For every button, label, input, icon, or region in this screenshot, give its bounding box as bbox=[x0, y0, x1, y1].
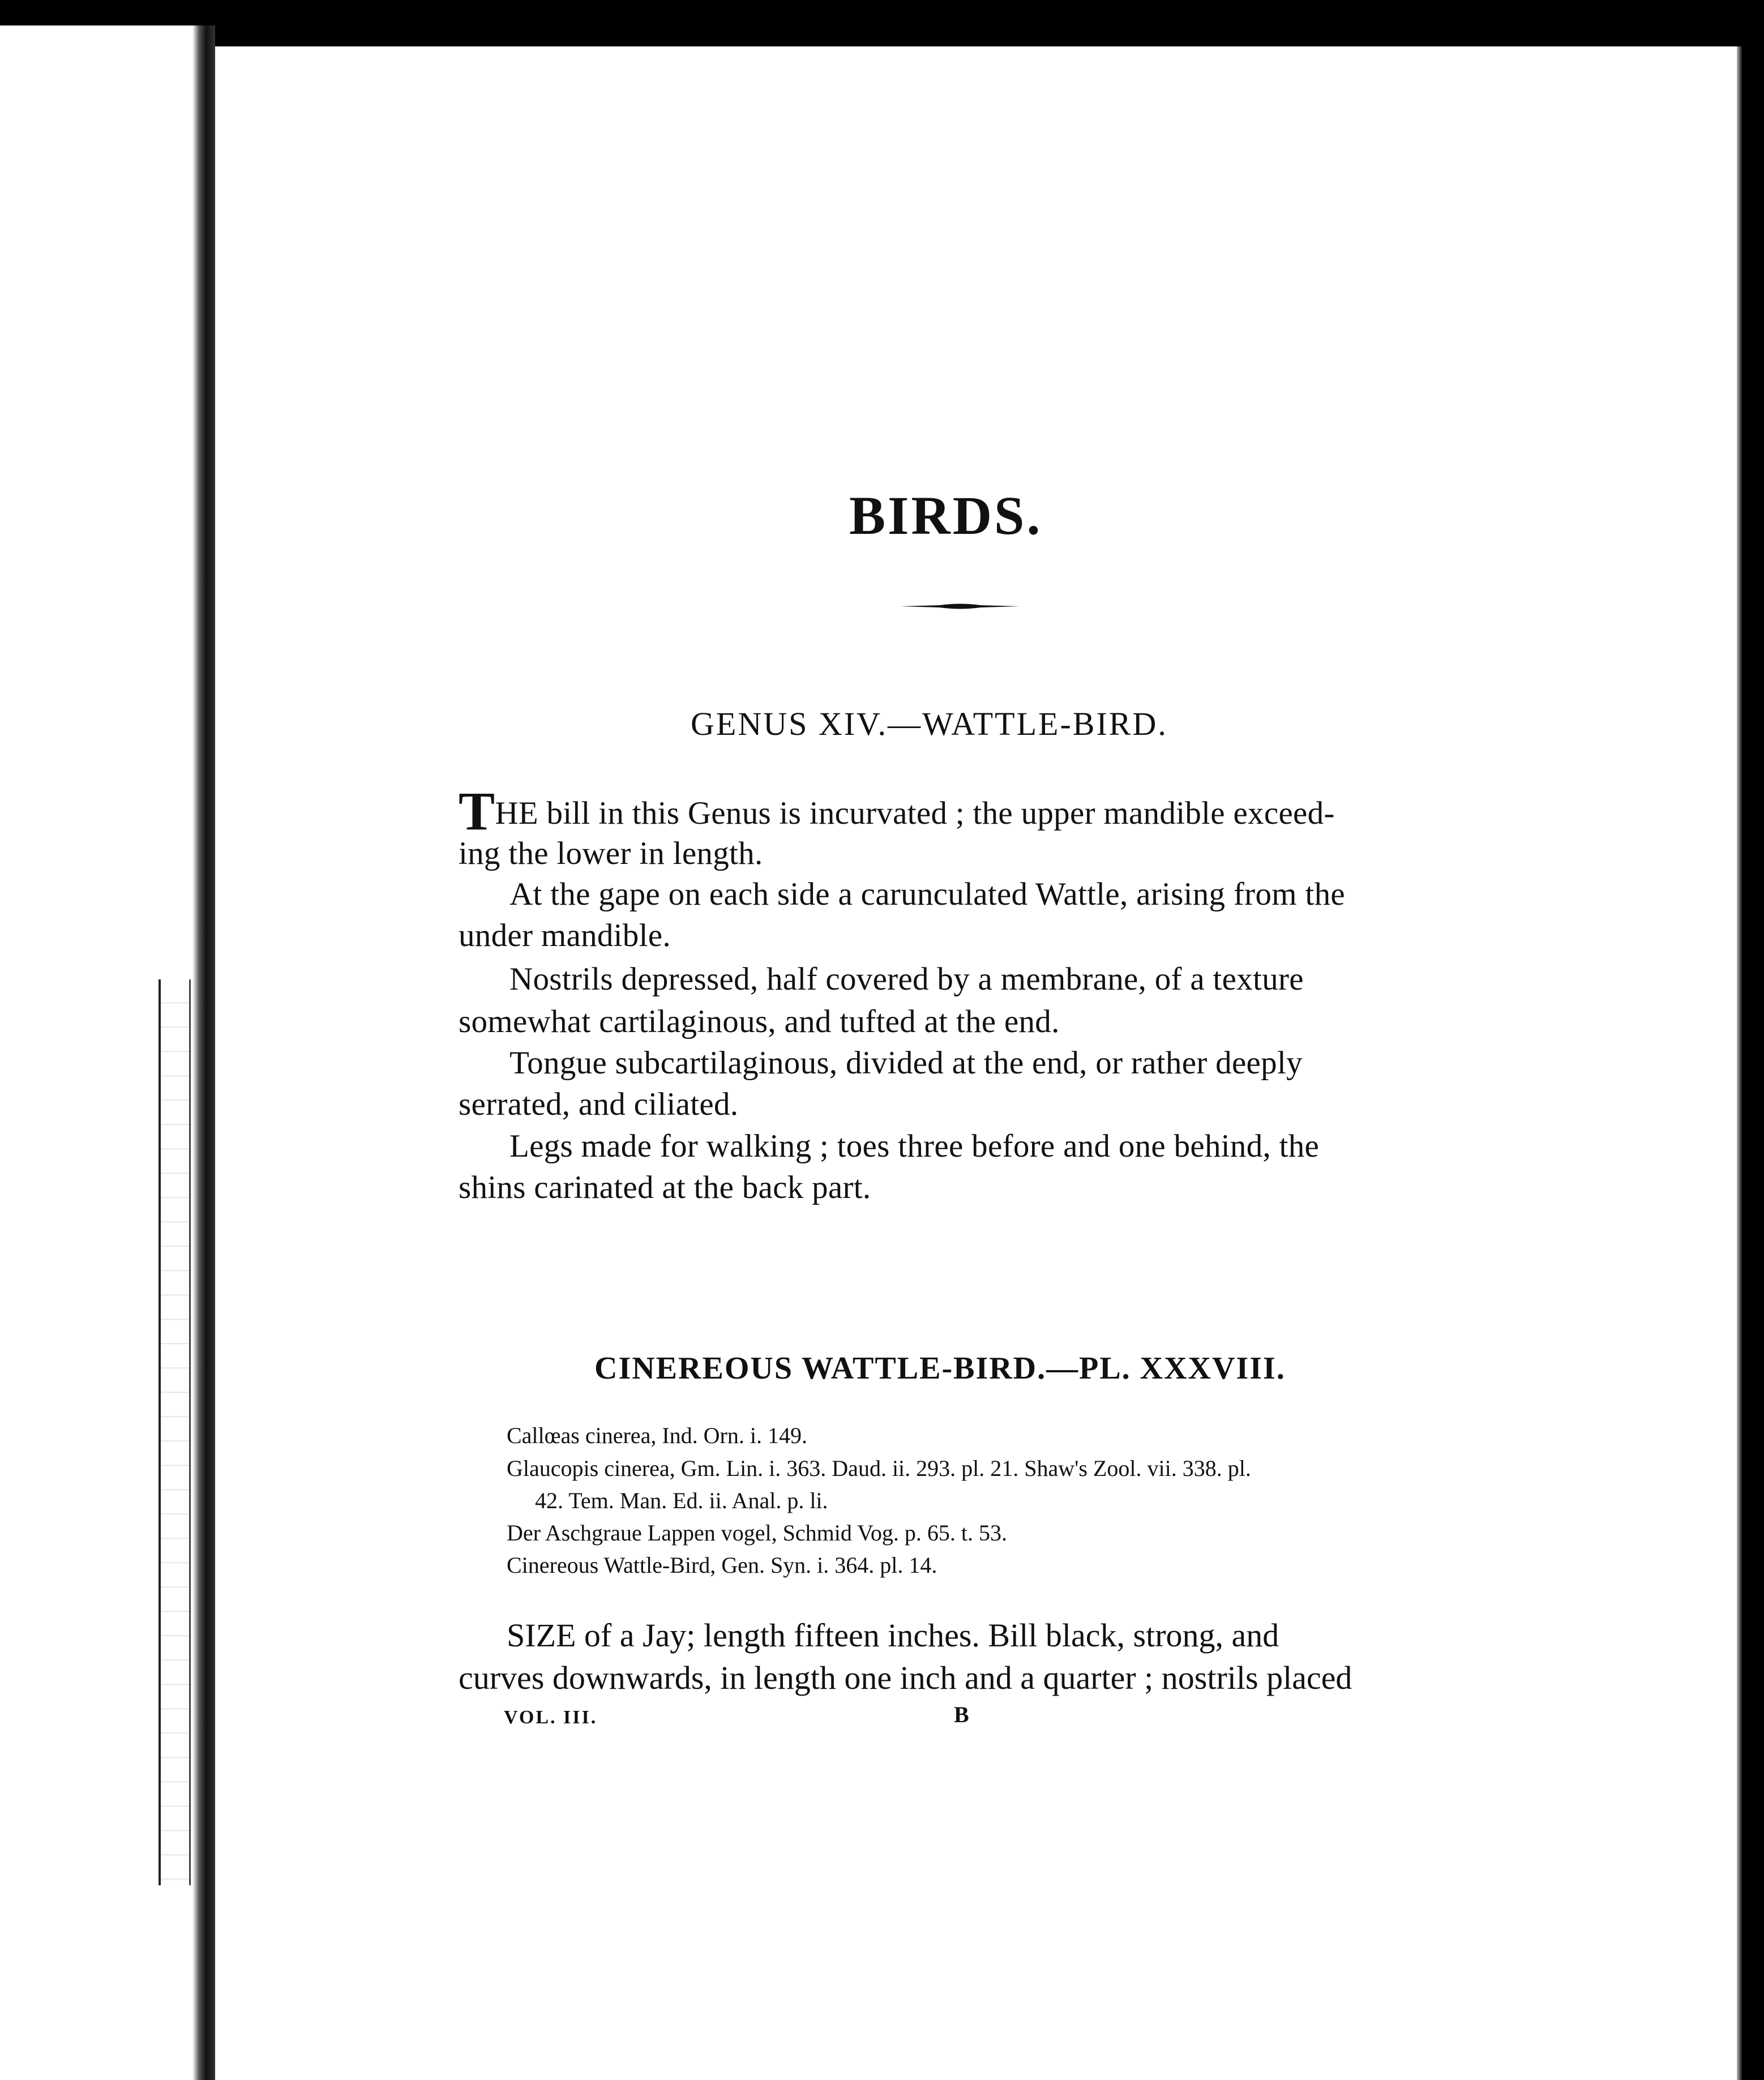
reference-line: Callœas cinerea, Ind. Orn. i. 149. bbox=[507, 1423, 807, 1448]
genus-line-8: serrated, and ciliated. bbox=[459, 1086, 739, 1122]
reference-line: Cinereous Wattle-Bird, Gen. Syn. i. 364. pl. 14. bbox=[507, 1552, 937, 1578]
binding-gutter-strip bbox=[159, 979, 191, 1885]
genus-line-1-text: HE bill in this Genus is incurvated ; the upper mandible exceed- bbox=[495, 795, 1335, 831]
genus-line-4: under mandible. bbox=[459, 918, 671, 953]
description-line-1: SIZE of a Jay; length fifteen inches. Bill black, strong, and bbox=[507, 1617, 1279, 1654]
genus-line-9: Legs made for walking ; toes three before and one behind, the bbox=[509, 1128, 1320, 1164]
genus-heading: GENUS XIV.—WATTLE-BIRD. bbox=[691, 705, 1168, 742]
species-heading: CINEREOUS WATTLE-BIRD.—PL. XXXVIII. bbox=[594, 1351, 1286, 1386]
genus-line-1 bbox=[459, 781, 1335, 841]
page-title: BIRDS. bbox=[849, 485, 1043, 546]
genus-line-2: ing the lower in length. bbox=[459, 836, 763, 871]
genus-line-3: At the gape on each side a carunculated Wattle, arising from the bbox=[509, 876, 1345, 912]
description-line-2: curves downwards, in length one inch and a quarter ; nostrils placed bbox=[459, 1659, 1352, 1696]
title-ornamental-rule bbox=[900, 602, 1020, 610]
genus-line-6: somewhat cartilaginous, and tufted at the end. bbox=[459, 1004, 1060, 1039]
signature-mark: B bbox=[954, 1702, 969, 1727]
binding-gutter-shadow bbox=[192, 25, 215, 2080]
genus-line-5: Nostrils depressed, half covered by a membrane, of a texture bbox=[509, 961, 1304, 997]
volume-footer: VOL. III. bbox=[504, 1707, 598, 1728]
reference-line: Glaucopis cinerea, Gm. Lin. i. 363. Daud. ii. 293. pl. 21. Shaw's Zool. vii. 338. pl. bbox=[507, 1456, 1251, 1481]
page-edge bbox=[1737, 46, 1742, 2080]
genus-line-10: shins carinated at the back part. bbox=[459, 1170, 871, 1205]
genus-line-7: Tongue subcartilaginous, divided at the end, or rather deeply bbox=[509, 1045, 1303, 1081]
drop-cap: T bbox=[459, 781, 495, 841]
reference-line: 42. Tem. Man. Ed. ii. Anal. p. li. bbox=[535, 1488, 828, 1513]
reference-line: Der Aschgraue Lappen vogel, Schmid Vog. p. 65. t. 53. bbox=[507, 1520, 1007, 1546]
